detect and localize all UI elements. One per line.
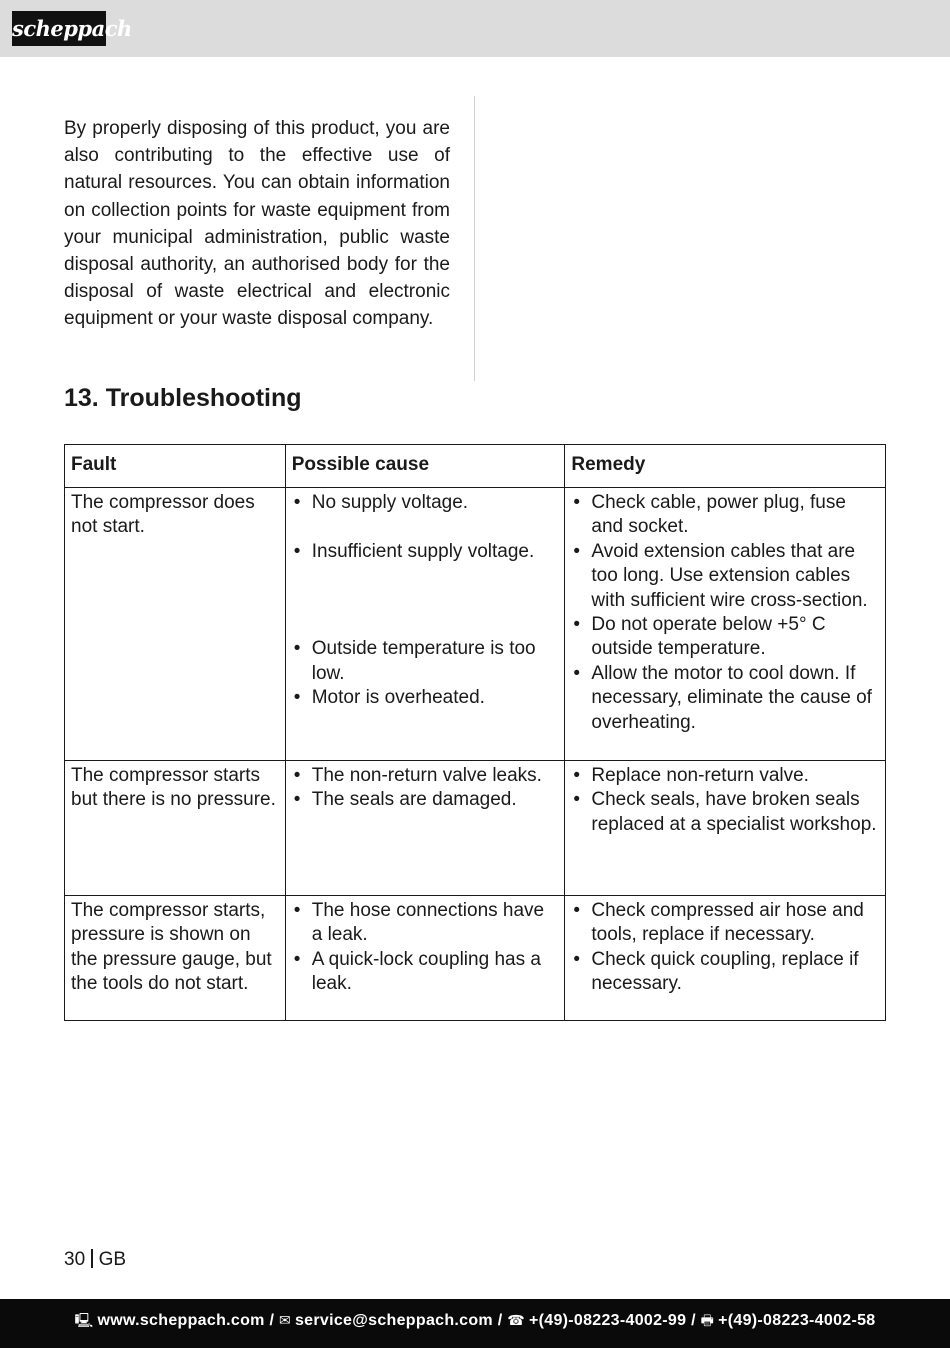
remedy-item: • Check cable, power plug, fuse and socket.	[571, 491, 879, 540]
page-language: GB	[98, 1249, 127, 1270]
mail-icon: ✉	[278, 1312, 291, 1328]
cause-item: • Insufficient supply voltage.	[292, 540, 559, 564]
header-possible-cause: Possible cause	[285, 445, 565, 488]
troubleshooting-table	[64, 444, 886, 1021]
footer-band	[0, 1299, 950, 1348]
fault-cell: The compressor does not start.	[65, 488, 286, 761]
remedy-cell	[565, 488, 886, 761]
remedy-cell	[565, 896, 886, 1021]
column-divider	[474, 96, 475, 381]
remedy-item: • Do not operate below +5° C outside temperature.	[571, 613, 879, 662]
cause-item: • Motor is overheated.	[292, 686, 559, 710]
page-number	[64, 1247, 126, 1273]
cause-item: • The hose connections have a leak.	[292, 899, 559, 948]
remedy-item: • Allow the motor to cool down. If necessary, eliminate the cause of overheating.	[571, 662, 879, 735]
cause-item: • The non-return valve leaks.	[292, 764, 559, 788]
remedy-item: • Replace non-return valve.	[571, 764, 879, 788]
section-title: 13. Troubleshooting	[64, 384, 302, 412]
cause-cell	[285, 896, 565, 1021]
fax-icon: 🖶	[700, 1312, 715, 1328]
page-number-value: 30	[64, 1249, 86, 1270]
scheppach-logo: scheppach	[12, 11, 106, 46]
cause-cell	[285, 488, 565, 761]
cause-item: • No supply voltage.	[292, 491, 559, 515]
fault-cell: The compressor starts, pressure is shown on the pressure gauge, but the tools do not start.	[65, 896, 286, 1021]
footer-email[interactable]: service@scheppach.com	[294, 1312, 493, 1329]
remedy-item: • Check quick coupling, replace if necessary.	[571, 948, 879, 997]
table-row	[65, 488, 886, 761]
header-remedy: Remedy	[565, 445, 886, 488]
remedy-cell	[565, 761, 886, 896]
table-row	[65, 761, 886, 896]
remedy-item: • Avoid extension cables that are too long. Use extension cables with sufficient wire cross-section.	[571, 540, 879, 613]
cause-cell	[285, 761, 565, 896]
footer-website[interactable]: www.scheppach.com	[97, 1312, 265, 1329]
fault-cell: The compressor starts but there is no pressure.	[65, 761, 286, 896]
header-band	[0, 0, 950, 57]
cause-item: • The seals are damaged.	[292, 788, 559, 812]
disposal-paragraph: By properly disposing of this product, you are also contributing to the effective use of natural resources. You can obtain information on collection points for waste equipment from your municipal administration, public waste disposal authority, an authorised body for the disposal of waste electrical and electronic equipment or your waste disposal company.	[64, 118, 450, 330]
page-number-divider	[91, 1249, 93, 1268]
footer-separator: /	[269, 1312, 279, 1329]
remedy-item: • Check compressed air hose and tools, replace if necessary.	[571, 899, 879, 948]
footer-separator: /	[497, 1312, 508, 1329]
footer-phone: +(49)-08223-4002-99	[528, 1312, 687, 1329]
remedy-item: • Check seals, have broken seals replaced at a specialist workshop.	[571, 788, 879, 837]
cause-item: • Outside temperature is too low.	[292, 637, 559, 686]
footer-fax: +(49)-08223-4002-58	[718, 1312, 876, 1329]
computer-icon: 🖳	[74, 1312, 94, 1328]
footer-separator: /	[691, 1312, 701, 1329]
header-fault: Fault	[65, 445, 286, 488]
cause-item: • A quick-lock coupling has a leak.	[292, 948, 559, 997]
table-row	[65, 896, 886, 1021]
phone-icon: ☎	[507, 1312, 525, 1328]
table-header-row	[65, 445, 886, 488]
